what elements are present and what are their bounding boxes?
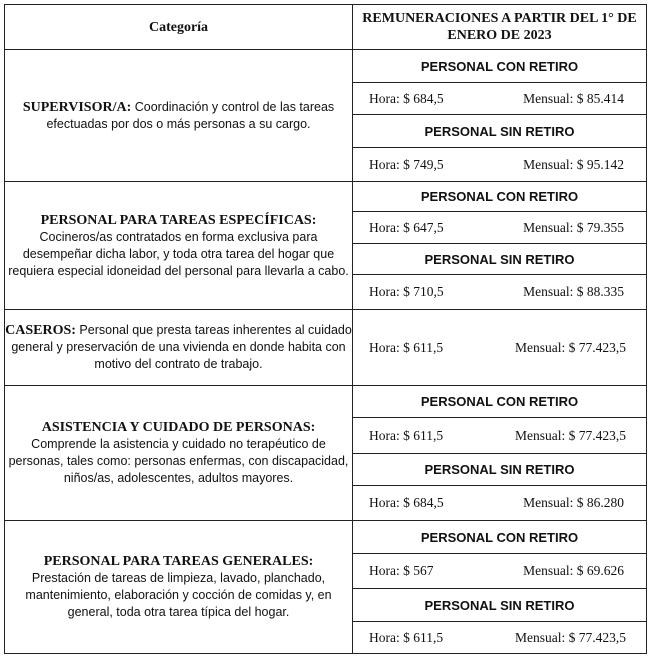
header-remuneraciones: REMUNERACIONES A PARTIR DEL 1° DE ENERO DE 2023: [353, 5, 647, 50]
pay-cell: [353, 212, 647, 244]
sin-retiro-label: PERSONAL SIN RETIRO: [353, 244, 647, 275]
category-title: CASEROS:: [5, 323, 76, 338]
con-retiro-label: PERSONAL CON RETIRO: [353, 521, 647, 554]
hourly-rate: Hora: $ 611,5: [369, 427, 444, 443]
pay-cell: [353, 310, 647, 386]
con-retiro-label: PERSONAL CON RETIRO: [353, 386, 647, 418]
monthly-rate: Mensual: $ 85.414: [523, 90, 624, 106]
con-retiro-label: PERSONAL CON RETIRO: [353, 182, 647, 212]
category-title: ASISTENCIA Y CUIDADO DE PERSONAS:: [41, 420, 316, 435]
hourly-rate: Hora: $ 611,5: [369, 339, 444, 355]
hourly-rate: Hora: $ 684,5: [369, 90, 444, 106]
pay-cell: [353, 418, 647, 454]
category-cell: [5, 50, 353, 182]
con-retiro-label: PERSONAL CON RETIRO: [353, 50, 647, 83]
category-cell: [5, 182, 353, 310]
salary-table: [4, 4, 647, 654]
table-row: [5, 182, 647, 212]
table-row: [5, 521, 647, 554]
category-title: SUPERVISOR/A:: [22, 99, 132, 115]
table-row: [5, 50, 647, 83]
monthly-rate: Mensual: $ 77.423,5: [515, 339, 626, 355]
table-row: [5, 386, 647, 418]
monthly-rate: Mensual: $ 88.335: [523, 284, 624, 299]
monthly-rate: Mensual: $ 79.355: [523, 219, 624, 235]
hourly-rate: Hora: $ 710,5: [369, 284, 444, 299]
pay-cell: [353, 83, 647, 115]
hourly-rate: Hora: $ 749,5: [369, 156, 444, 172]
header-category: Categoría: [5, 5, 353, 50]
category-description: Coordinación y control de las tareas efectuadas por dos o más personas a su cargo.: [46, 99, 335, 131]
pay-cell: [353, 486, 647, 521]
category-title: PERSONAL PARA TAREAS ESPECÍFICAS:: [40, 212, 317, 228]
category-description: Cocineros/as contratados en forma exclusiva para desempeñar dicha labor, y toda otra tarea del hogar que requiera especial idoneidad del personal para llevarla a cabo.: [8, 229, 349, 278]
category-title: PERSONAL PARA TAREAS GENERALES:: [43, 554, 314, 569]
monthly-rate: Mensual: $ 95.142: [523, 156, 624, 172]
hourly-rate: Hora: $ 647,5: [369, 219, 444, 235]
category-cell: [5, 310, 353, 386]
header-row: [5, 5, 647, 50]
monthly-rate: Mensual: $ 77.423,5: [515, 427, 626, 443]
pay-cell: [353, 622, 647, 654]
monthly-rate: Mensual: $ 86.280: [523, 495, 624, 510]
category-cell: [5, 521, 353, 654]
category-description: Prestación de tareas de limpieza, lavado, planchado, mantenimiento, elaboración y cocción de comidas y, en general, toda otra tarea típica del hogar.: [25, 571, 332, 619]
hourly-rate: Hora: $ 684,5: [369, 495, 444, 510]
table-row: [5, 310, 647, 386]
pay-cell: [353, 148, 647, 182]
sin-retiro-label: PERSONAL SIN RETIRO: [353, 115, 647, 148]
category-description: Comprende la asistencia y cuidado no terapéutico de personas, tales como: personas enfermas, con discapacidad, niños/as, adolescentes, adultos mayores.: [8, 437, 349, 485]
monthly-rate: Mensual: $ 77.423,5: [515, 629, 626, 645]
sin-retiro-label: PERSONAL SIN RETIRO: [353, 589, 647, 622]
pay-cell: [353, 554, 647, 589]
monthly-rate: Mensual: $ 69.626: [523, 563, 624, 578]
hourly-rate: Hora: $ 567: [369, 563, 434, 578]
category-cell: [5, 386, 353, 521]
hourly-rate: Hora: $ 611,5: [369, 629, 444, 645]
sin-retiro-label: PERSONAL SIN RETIRO: [353, 454, 647, 486]
pay-cell: [353, 275, 647, 310]
category-description: Personal que presta tareas inherentes al cuidado general y preservación de una vivienda en donde habita con motivo del contrato de trabajo.: [11, 323, 352, 371]
